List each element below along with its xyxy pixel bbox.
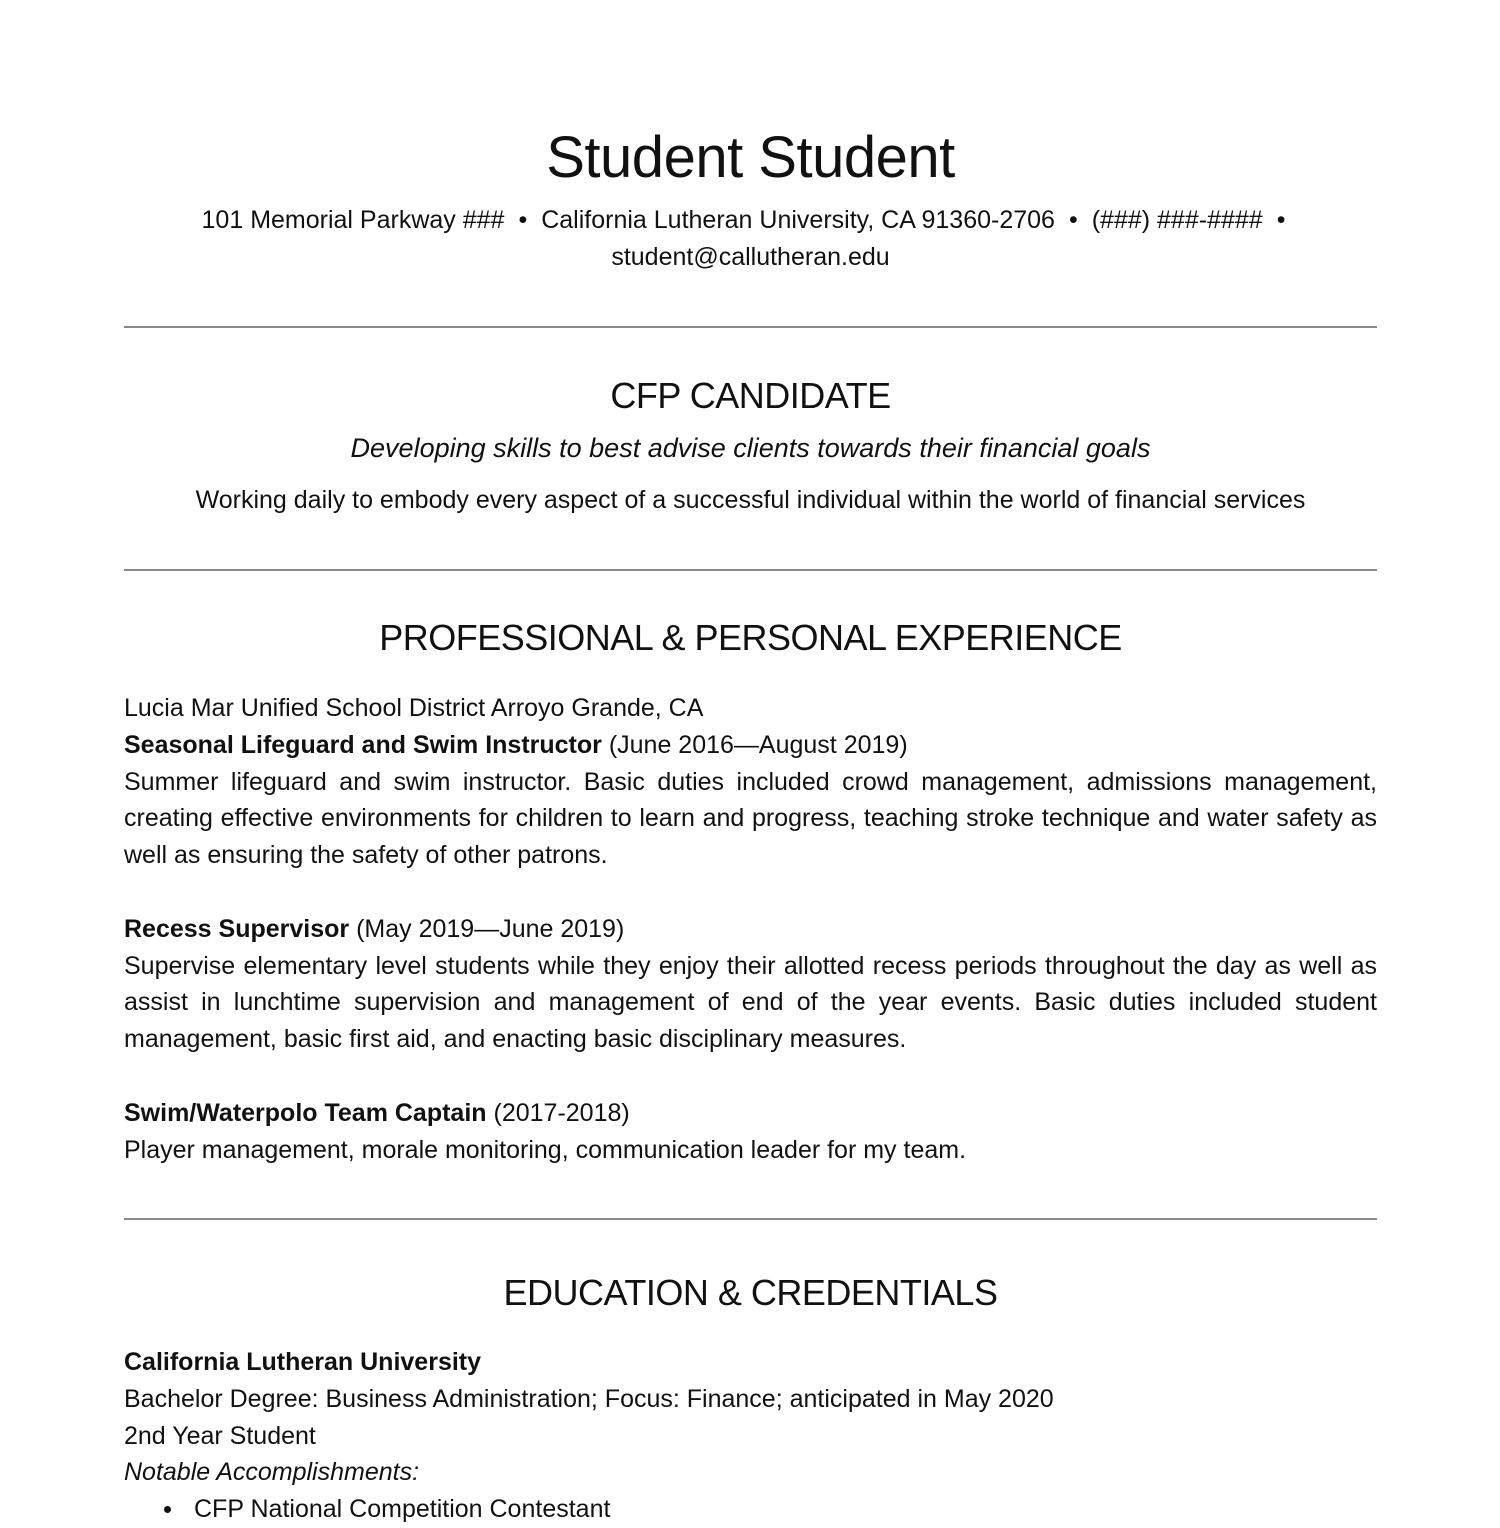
position-role: Recess Supervisor <box>124 914 350 943</box>
class-year: 2nd Year Student <box>124 1421 316 1450</box>
section-divider <box>124 1218 1377 1220</box>
position-description: Player management, morale monitoring, communication leader for my team. <box>124 1135 967 1164</box>
separator-dot: • <box>518 206 528 234</box>
position-description: Summer lifeguard and swim instructor. Basic duties included crowd management, admissions management, creating effective environments for children to learn and progress, teaching stroke technique and water safety as well as ensuring the safety of other patrons. <box>124 767 1377 870</box>
contact-info <box>124 202 1377 276</box>
contact-phone: (###) ###-#### <box>1091 206 1263 234</box>
objective-tagline: Developing skills to best advise clients towards their financial goals <box>350 433 1151 463</box>
contact-city: California Lutheran University, CA 91360-2706 <box>541 206 1055 234</box>
position-dates: (June 2016—August 2019) <box>608 730 908 759</box>
experience-block <box>124 690 1377 1168</box>
education-block <box>124 1344 1377 1528</box>
position-role: Seasonal Lifeguard and Swim Instructor <box>124 730 602 759</box>
degree-info: Bachelor Degree: Business Administration; Focus: Finance; anticipated in May 2020 <box>124 1384 1054 1413</box>
employer-name: Lucia Mar Unified School District Arroyo Grande, CA <box>124 694 704 722</box>
section-divider <box>124 569 1377 571</box>
education-title: EDUCATION & CREDENTIALS <box>503 1272 998 1313</box>
experience-title: PROFESSIONAL & PERSONAL EXPERIENCE <box>379 617 1122 658</box>
position-dates: (2017-2018) <box>493 1098 630 1127</box>
school-name: California Lutheran University <box>124 1348 482 1376</box>
candidate-name: Student Student <box>546 125 955 190</box>
objective-title: CFP CANDIDATE <box>610 375 891 416</box>
separator-dot: • <box>1276 206 1286 234</box>
position-dates: (May 2019—June 2019) <box>356 914 625 943</box>
position-role: Swim/Waterpolo Team Captain <box>124 1098 487 1127</box>
position-heading <box>124 1095 1377 1132</box>
position-heading <box>124 911 1377 948</box>
accomplishment-item: CFP National Competition Contestant <box>124 1491 1377 1528</box>
contact-email: student@callutheran.edu <box>611 243 890 271</box>
position-description: Supervise elementary level students while they enjoy their allotted recess periods throughout the day as well as assist in lunchtime supervision and management of end of the year events. Basic duties included student management, basic first aid, and enacting basic disciplinary measures. <box>124 951 1377 1054</box>
separator-dot: • <box>1068 206 1078 234</box>
contact-address: 101 Memorial Parkway ### <box>201 206 505 234</box>
section-divider <box>124 326 1377 328</box>
accomplishments-label: Notable Accomplishments: <box>124 1458 420 1487</box>
objective-summary: Working daily to embody every aspect of a successful individual within the world of financial services <box>195 486 1306 514</box>
position-heading <box>124 727 1377 764</box>
